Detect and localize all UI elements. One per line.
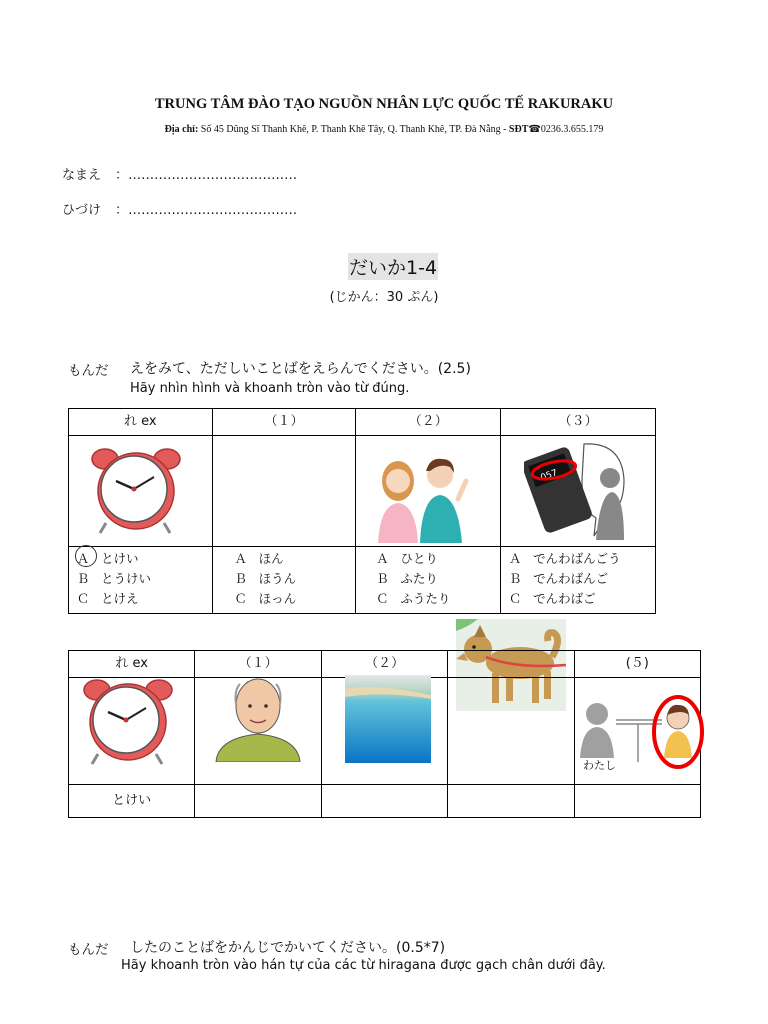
table2-header-1: （１） xyxy=(195,651,321,678)
name-field[interactable] xyxy=(62,164,297,183)
address-text: Số 45 Dũng Sĩ Thanh Khê, P. Thanh Khê Tây, Q. Thanh Khê, TP. Đà Nẵng - xyxy=(198,124,509,135)
question1-sub-instruction: Hãy nhìn hình và khoanh tròn vào từ đúng. xyxy=(130,381,410,396)
table2-header-5: (５) xyxy=(574,651,700,678)
table2-answer-2[interactable] xyxy=(321,785,447,818)
person-label: わたし xyxy=(583,759,616,772)
table2-image-4 xyxy=(448,678,574,785)
question1-number: もんだ xyxy=(68,363,109,379)
phone-number-icon xyxy=(524,440,628,540)
table1-options-3 xyxy=(501,547,656,614)
table1-options-1 xyxy=(212,547,356,614)
option-b[interactable]: Ｂ ふたり xyxy=(376,571,438,586)
option-b[interactable]: Ｂ ほうん xyxy=(234,571,297,586)
date-dots: ………………………………… xyxy=(128,203,298,218)
sea-icon xyxy=(345,675,431,763)
option-a[interactable]: Ａ でんわばんごう xyxy=(508,551,621,566)
table2-answer-4[interactable] xyxy=(448,785,574,818)
table1-header-1: （１） xyxy=(212,409,356,436)
option-a[interactable]: Ａ とけい xyxy=(76,551,139,566)
old-man-icon xyxy=(214,672,302,762)
table2-answer-ex: とけい xyxy=(69,785,195,818)
table2-answer-1[interactable] xyxy=(195,785,321,818)
alarm-clock-icon xyxy=(80,672,176,768)
table2-header-ex: れ ex xyxy=(69,651,195,678)
alarm-clock-icon xyxy=(88,443,184,535)
address-line xyxy=(0,124,768,135)
phone-icon: ☎ xyxy=(528,124,541,135)
address-label: Địa chỉ: xyxy=(164,124,199,135)
lesson-title-prefix: だいか xyxy=(349,257,407,279)
table1-header-3: （３） xyxy=(501,409,656,436)
question2-number: もんだ xyxy=(68,942,109,958)
option-c[interactable]: Ｃ ほっん xyxy=(234,591,297,606)
table1-header-ex: れ ex xyxy=(69,409,213,436)
example-answer-circle xyxy=(75,545,97,567)
phone-label: SĐT xyxy=(508,124,529,135)
table1-header-2: （２） xyxy=(356,409,501,436)
lesson-title-number: 1-4 xyxy=(406,257,438,279)
table1-options-2 xyxy=(356,547,501,614)
date-separator: ： xyxy=(115,203,129,218)
option-a[interactable]: Ａ ひとり xyxy=(376,551,438,566)
name-label: なまえ xyxy=(62,168,102,183)
option-a[interactable]: Ａ ほん xyxy=(234,551,284,566)
option-b[interactable]: Ｂ とうけい xyxy=(76,571,151,586)
question2-instruction: したのことばをかんじでかいてください。(0.5*7) xyxy=(130,940,446,956)
phone-number: 0236.3.655.179 xyxy=(540,124,604,135)
question2-sub-instruction: Hãy khoanh tròn vào hán tự của các từ hiragana được gạch chân dưới đây. xyxy=(121,958,606,973)
name-separator: ： xyxy=(115,168,129,183)
date-label: ひづけ xyxy=(62,203,102,218)
option-c[interactable]: Ｃ ふうたり xyxy=(376,591,451,606)
two-people-icon xyxy=(370,455,470,543)
table2-answer-5[interactable] xyxy=(574,785,700,818)
lesson-duration: (じかん：30 ぷん) xyxy=(329,290,439,305)
date-field[interactable] xyxy=(62,199,297,218)
phone-screen-number: 057 xyxy=(539,468,560,484)
question1-instruction: えをみて、ただしいことばをえらんでください。(2.5) xyxy=(130,361,471,377)
table2-header-4 xyxy=(448,651,574,678)
option-c[interactable]: Ｃ でんわばご xyxy=(508,591,596,606)
center-name: TRUNG TÂM ĐÀO TẠO NGUỒN NHÂN LỰC QUỐC TẾ RAKURAKU xyxy=(154,96,614,112)
table2-header-2: （２） xyxy=(321,651,447,678)
option-c[interactable]: Ｃ とけえ xyxy=(76,591,139,606)
option-b[interactable]: Ｂ でんわばんご xyxy=(508,571,609,586)
table1-image-1 xyxy=(212,436,356,547)
lesson-title xyxy=(348,253,438,280)
name-dots: ………………………………… xyxy=(128,168,298,183)
